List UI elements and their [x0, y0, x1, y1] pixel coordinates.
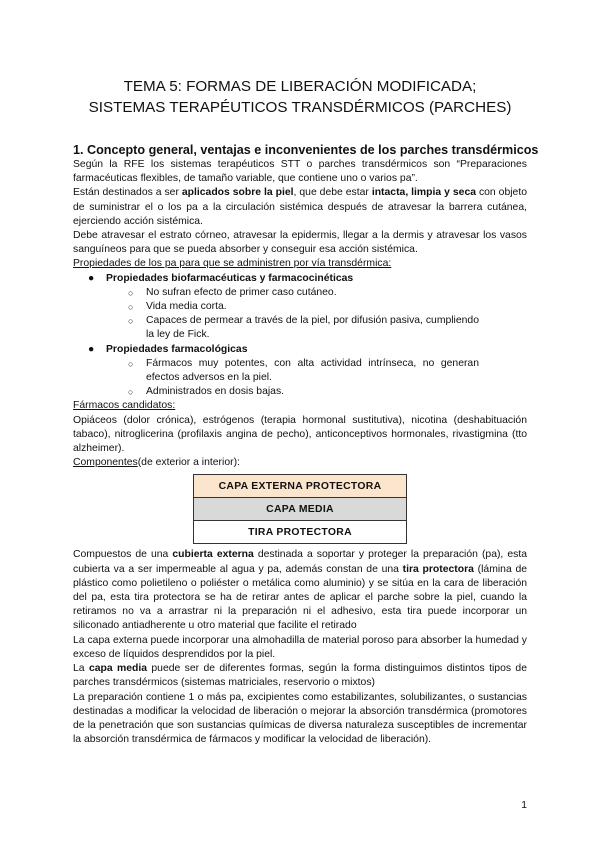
page-number: 1 — [521, 800, 527, 811]
title-line-1: TEMA 5: FORMAS DE LIBERACIÓN MODIFICADA; — [123, 78, 477, 95]
circle-bullet-icon: ○ — [128, 387, 134, 398]
components-suffix: (de exterior a interior): — [137, 457, 240, 469]
paragraph-middle-layer — [73, 662, 527, 690]
page-title — [73, 0, 527, 118]
circle-bullet-icon: ○ — [128, 302, 134, 313]
list-item — [128, 300, 527, 314]
bio-label: Propiedades biofarmacéuticas y farmacocinéticas — [106, 272, 354, 284]
bold-applied-on-skin: aplicados sobre la piel — [181, 187, 294, 199]
text-run: Están destinados a ser — [73, 187, 182, 199]
bold-intact-clean-dry: intacta, limpia y seca — [371, 187, 476, 199]
bold-external-cover: cubierta externa — [172, 549, 254, 561]
list-item — [128, 314, 527, 342]
list-item-text: Fármacos muy potentes, con alta actividad intrínseca, no generan efectos adversos en la piel. — [146, 357, 479, 384]
list-item-text: Vida media corta. — [146, 301, 227, 313]
layer-external: CAPA EXTERNA PROTECTORA — [194, 475, 407, 498]
text-run: (lámina de plástico como polietileno o poliéster o metálica como aluminio) y se sitúa en la cara de liberación del pa, esta tira protectora se ha de retirar antes de aplicar el parche sobre la piel, cuando la retiramos no va a arrastrar ni la preparación ni el adhesivo, esta tira puede incorporar un siliconado antiadherente u otro material que facilite el retirado — [73, 563, 527, 632]
layers-diagram — [193, 474, 407, 544]
bio-sublist — [106, 286, 527, 343]
bold-protective-strip: tira protectora — [402, 563, 474, 575]
section-heading: 1. Concepto general, ventajas e inconvenientes de los parches transdérmicos — [73, 143, 539, 157]
paragraph-composition — [73, 548, 527, 633]
text-run: con objeto de suministrar el o los pa a la circulación sistémica después de atravesar la barrera cutánea, ejerciendo acción sistémica. — [73, 187, 527, 227]
list-item-text: No sufran efecto de primer caso cutáneo. — [146, 286, 337, 298]
bold-middle-layer: capa media — [88, 663, 148, 675]
paragraph-application — [73, 186, 527, 229]
paragraph-external-layer: La capa externa puede incorporar una almohadilla de material poroso para absorber la humedad y exceso de líquidos desprendidos por la piel. — [73, 634, 527, 660]
paragraph-candidates: Opiáceos (dolor crónica), estrógenos (terapia hormonal sustitutiva), nicotina (deshabituación tabaco), nitroglicerina (profilaxis angina de pecho), anticonceptivos hormonales, rivastigmina (tto alzheimer). — [73, 414, 527, 455]
list-item-bio — [88, 272, 527, 343]
circle-bullet-icon: ○ — [128, 287, 134, 298]
pharm-sublist — [106, 357, 527, 400]
text-run: puede ser de diferentes formas, según la forma distinguimos distintos tipos de parches transdérmicos (sistemas matriciales, reservorio o mixtos) — [73, 663, 527, 689]
text-run: destinada a soportar y proteger la preparación (pa), esta cubierta va a ser impermeable al agua y pa, además constan de una — [73, 549, 527, 575]
bullet-icon: ● — [88, 343, 95, 355]
list-item-text: Capaces de permear a través de la piel, por difusión pasiva, cumpliendo la ley de Fick. — [146, 315, 479, 341]
text-run: , que debe estar — [293, 187, 372, 199]
list-item — [128, 385, 527, 399]
paragraph-preparation: La preparación contiene 1 o más pa, excipientes como estabilizantes, solubilizantes, o sustancias destinadas a modificar la velocidad de liberación o mejorar la absorción transdérmica (promotores de la penetración que son sustancias químicas de diversa naturaleza susceptibles de incrementar la absorción transdérmica de fármacos y modificar la velocidad de liberación). — [73, 691, 527, 746]
candidates-heading: Fármacos candidatos: — [73, 400, 176, 412]
pharm-label: Propiedades farmacológicas — [106, 343, 248, 355]
paragraph-definition: Según la RFE los sistemas terapéuticos STT o parches transdérmicos son “Preparaciones farmacéuticas flexibles, de tamaño variable, que contiene uno o varios pa”. — [73, 159, 527, 185]
layer-middle: CAPA MEDIA — [194, 498, 407, 521]
list-item — [128, 286, 527, 300]
components-heading — [73, 456, 527, 470]
bullet-icon: ● — [88, 272, 95, 284]
circle-bullet-icon: ○ — [128, 316, 134, 327]
list-item-pharm — [88, 343, 527, 400]
list-item-text: Administrados en dosis bajas. — [146, 386, 285, 398]
paragraph-skin-layers: Debe atravesar el estrato córneo, atravesar la epidermis, llegar a la dermis y atravesar los vasos sanguíneos para que se pueda absorber y conseguir esa acción sistémica. — [73, 230, 527, 256]
circle-bullet-icon: ○ — [128, 358, 134, 369]
layer-strip: TIRA PROTECTORA — [194, 521, 407, 544]
components-label: Componentes — [73, 457, 138, 469]
title-line-2: SISTEMAS TERAPÉUTICOS TRANSDÉRMICOS (PARCHES) — [88, 99, 512, 116]
text-run: La — [73, 663, 89, 675]
properties-heading: Propiedades de los pa para que se administren por vía transdérmica: — [73, 258, 392, 270]
text-run: Compuestos de una — [73, 549, 173, 561]
list-item — [128, 357, 527, 385]
properties-list — [73, 272, 527, 400]
